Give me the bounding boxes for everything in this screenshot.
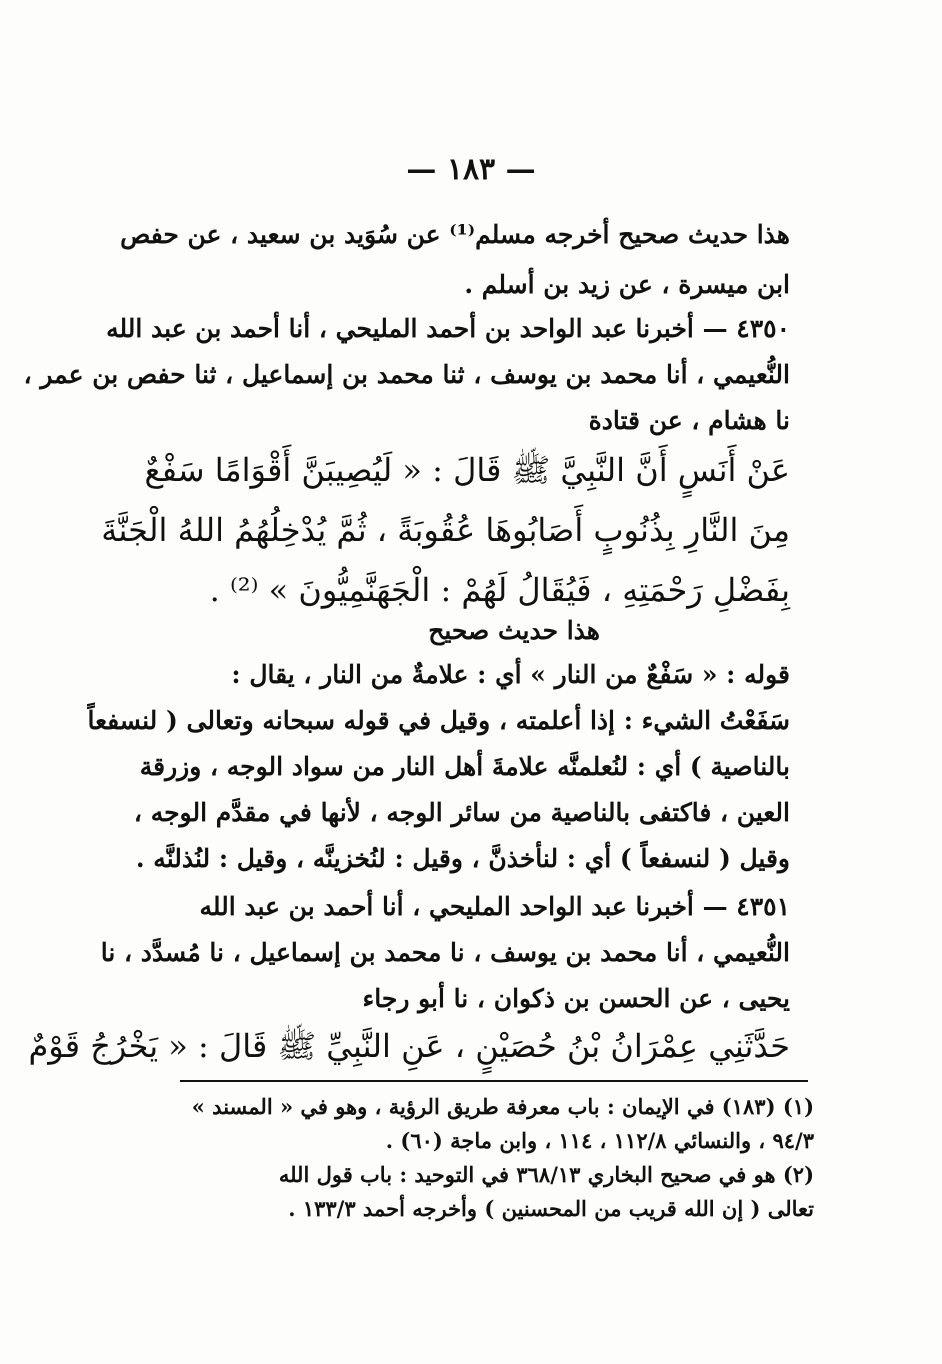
footnote-line: تعالى ( إن الله قريب من المحسنين ) وأخرجه أحمد ١٣٣/٣ .: [288, 1196, 814, 1221]
hadith-text-1: [101, 440, 790, 620]
isnad-4350: [23, 306, 790, 444]
footnote-line: ٩٤/٣ ، والنسائي ١١٢/٨ ، ١١٤ ، وابن ماجة (٦٠) .: [385, 1128, 814, 1153]
verdict-label: هذا حديث صحيح: [428, 616, 600, 645]
text-line: سَفَعْتُ الشيء : إذا أعلمته ، وقيل في قوله سبحانه وتعالى ( لنسفعاً: [87, 706, 790, 735]
verdict-paragraph: [120, 212, 790, 312]
hadith-text-2: [28, 1016, 790, 1076]
page-number: — ١٨٣ —: [406, 152, 536, 187]
text-line: بالناصية ) أي : لنُعلمنَّه علامةَ أهل النار من سواد الوجه ، وزرقة: [139, 752, 790, 781]
hadith-line: مِنَ النَّارِ بِذُنُوبٍ أَصَابُوهَا عُقُوبَةً ، ثُمَّ يُدْخِلُهُمُ اللهُ الْجَنَّةَ: [101, 511, 790, 549]
footnote-divider: [180, 1080, 808, 1082]
footnote-line: (١) (١٨٣) في الإيمان : باب معرفة طريق الرؤية ، وهو في « المسند »: [191, 1094, 814, 1119]
text-line: ٤٣٥٠ — أخبرنا عبد الواحد بن أحمد المليحي ، أنا أحمد بن عبد الله: [106, 314, 790, 343]
isnad-4351: [100, 884, 790, 1022]
text-line: النُّعيمي ، أنا محمد بن يوسف ، نا محمد بن إسماعيل ، نا مُسدَّد ، نا: [100, 938, 790, 967]
text-line: النُّعيمي ، أنا محمد بن يوسف ، ثنا محمد بن إسماعيل ، ثنا حفص بن عمر ،: [23, 360, 790, 389]
text-line: نا هشام ، عن قتادة: [588, 406, 790, 435]
hadith-line: بِفَضْلِ رَحْمَتِهِ ، فَيُقَالُ لَهُمْ : الْجَهَنَّمِيُّونَ » ⁽²⁾ .: [209, 571, 790, 609]
text-line: وقيل ( لنسفعاً ) أي : لنأخذنَّ ، وقيل : لنُخزينَّه ، وقيل : لنُذلنَّه .: [135, 844, 790, 873]
text-line: هذا حديث صحيح أخرجه مسلم⁽¹⁾ عن سُوَيد بن سعيد ، عن حفص: [120, 220, 790, 249]
hadith-line: حَدَّثَنِي عِمْرَانُ بْنُ حُصَيْنٍ ، عَنِ النَّبِيِّ ﷺ قَالَ : « يَخْرُجُ قَوْمٌ: [28, 1027, 790, 1065]
footnotes: [150, 1090, 814, 1226]
text-line: قوله : « سَفْعٌ من النار » أي : علامةٌ من النار ، يقال :: [231, 660, 790, 689]
commentary-paragraph: [87, 652, 790, 882]
verdict-sahih: [148, 608, 790, 654]
text-line: يحيى ، عن الحسن بن ذكوان ، نا أبو رجاء: [362, 984, 790, 1013]
text-line: العين ، فاكتفى بالناصية من سائر الوجه ، لأنها في مقدَّم الوجه ،: [133, 798, 790, 827]
text-line: ٤٣٥١ — أخبرنا عبد الواحد المليحي ، أنا أحمد بن عبد الله: [199, 892, 790, 921]
hadith-line: عَنْ أَنَسٍ أَنَّ النَّبِيَّ ﷺ قَالَ : « لَيُصِيبَنَّ أَقْوَامًا سَفْعٌ: [144, 451, 790, 489]
footnote-line: (٢) هو في صحيح البخاري ٣٦٨/١٣ في التوحيد : باب قول الله: [278, 1162, 814, 1187]
text-line: ابن ميسرة ، عن زيد بن أسلم .: [464, 270, 790, 299]
